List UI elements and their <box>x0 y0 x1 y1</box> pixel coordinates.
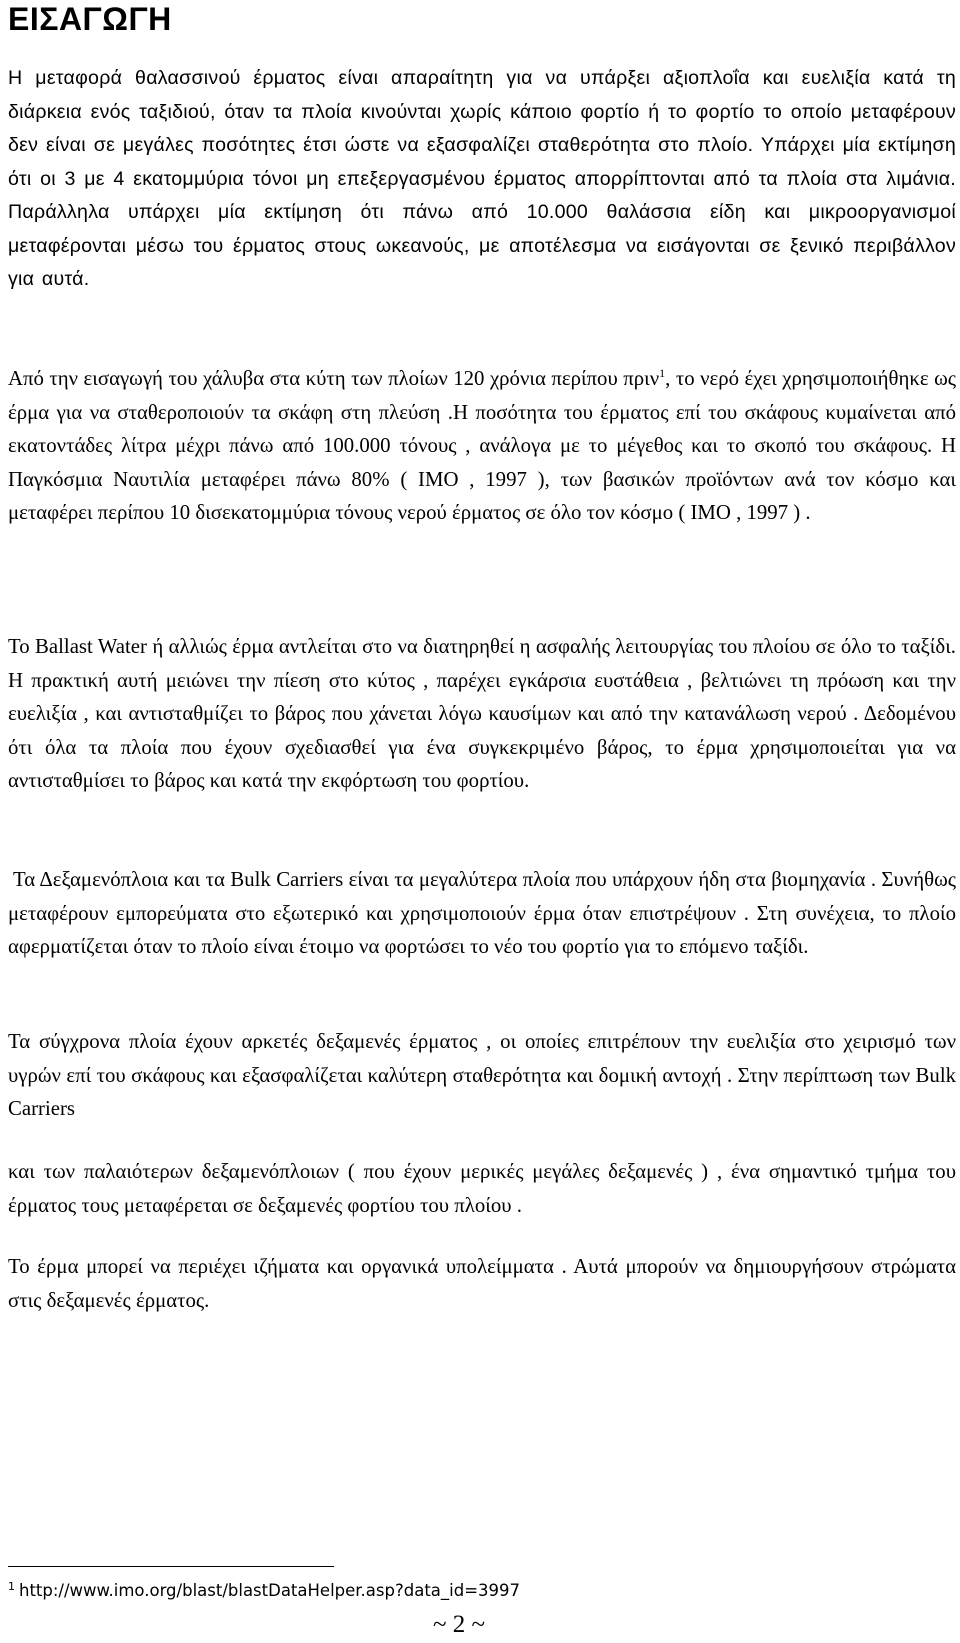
paragraph-4: Τα Δεξαμενόπλοια και τα Bulk Carriers είναι τα μεγαλύτερα πλοία που υπάρχουν ήδη στα βιομηχανία . Συνήθως μεταφέρουν εμπορεύματα στο εξωτερικό και χρησιμοποιούν έρμα όταν επιστρέψουν . Στη συνέχεια, το πλοίο αφερματίζεται όταν το πλοίο είναι έτοιμο να φορτώσει το νέο του φορτίο για το επόμενο ταξίδι. <box>8 868 956 958</box>
page-number: ~ 2 ~ <box>432 1611 486 1638</box>
paragraph-2-text-end: , το νερό έχει χρησιμοποιήθηκε ως έρμα για να σταθεροποιούν τα σκάφη στη πλεύση .Η ποσότητα του έρματος επί του σκάφους κυμαίνεται από εκατοντάδες λίτρα μέχρι πάνω από 100.000 τόνους , ανάλογα με το μέγεθος και το σκοπό του σκάφους. Η Παγκόσμια Ναυτιλία μεταφέρει πάνω 80% ( IMO , 1997 ), των βασικών προϊόντων ανά τον κόσμο και μεταφέρει περίπου 10 δισεκατομμύρια τόνους νερού έρματος σε όλο τον κόσμο ( IMO , 1997 ) . <box>8 367 956 524</box>
paragraph-5: Τα σύγχρονα πλοία έχουν αρκετές δεξαμενές έρματος , οι οποίες επιτρέπουν την ευελιξία στο χειρισμό των υγρών επί του σκάφους και εξασφαλίζεται καλύτερη σταθερότητα και δομική αντοχή . Στην περίπτωση των Bulk Carriers <box>8 1030 956 1120</box>
footnote-mark: 1 <box>8 1579 15 1593</box>
footnote-separator <box>8 1566 334 1567</box>
footnote-url: http://www.imo.org/blast/blastDataHelper.asp?data_id=3997 <box>19 1581 521 1600</box>
section-title: ΕΙΣΑΓΩΓΗ <box>8 1 172 37</box>
paragraph-1: Η μεταφορά θαλασσινού έρματος είναι απαραίτητη για να υπάρξει αξιοπλοΐα και ευελιξία κατά τη διάρκεια ενός ταξιδιού, όταν τα πλοία κινούνται χωρίς κάποιο φορτίο ή το φορτίο το οποίο μεταφέρουν δεν είναι σε μεγάλες ποσότητες έτσι ώστε να εξασφαλίζει σταθερότητα στο πλοίο. Υπάρχει μία εκτίμηση ότι οι 3 με 4 εκατομμύρια τόνοι μη επεξεργασμένου έρματος απορρίπτονται από τα πλοία στα λιμάνια. Παράλληλα υπάρχει μία εκτίμηση ότι πάνω από 10.000 θαλάσσια είδη και μικροοργανισμοί μεταφέρονται μέσω του έρματος στους ωκεανούς, με αποτέλεσμα να εισάγονται σε ξενικό περιβάλλον για αυτά. <box>8 67 956 290</box>
paragraph-3: To Ballast Water ή αλλιώς έρμα αντλείται στο να διατηρηθεί η ασφαλής λειτουργίας του πλοίου σε όλο το ταξίδι. Η πρακτική αυτή μειώνει την πίεση στο κύτος , παρέχει εγκάρσια ευστάθεια , βελτιώνει τη πρόωση και την ευελιξία , και αντισταθμίζει το βάρος που χάνεται λόγω καυσίμων και από την κατανάλωση νερού . Δεδομένου ότι όλα τα πλοία που έχουν σχεδιασθεί για ένα συγκεκριμένο βάρος, το έρμα χρησιμοποιείται για να αντισταθμίσει το βάρος και κατά την εκφόρτωση του φορτίου. <box>8 635 956 792</box>
paragraph-2 <box>8 362 956 530</box>
paragraph-7: Το έρμα μπορεί να περιέχει ιζήματα και οργανικά υπολείμματα . Αυτά μπορούν να δημιουργήσουν στρώματα στις δεξαμενές έρματος. <box>8 1255 956 1312</box>
paragraph-6: και των παλαιότερων δεξαμενόπλοιων ( που έχουν μερικές μεγάλες δεξαμενές ) , ένα σημαντικό τμήμα του έρματος τους μεταφέρεται σε δεξαμενές φορτίου του πλοίου . <box>8 1160 956 1217</box>
footnote-reference: 1 <box>659 366 666 381</box>
footnote <box>8 1580 520 1602</box>
paragraph-2-text-start: Από την εισαγωγή του χάλυβα στα κύτη των πλοίων 120 χρόνια περίπου πριν <box>8 367 660 390</box>
